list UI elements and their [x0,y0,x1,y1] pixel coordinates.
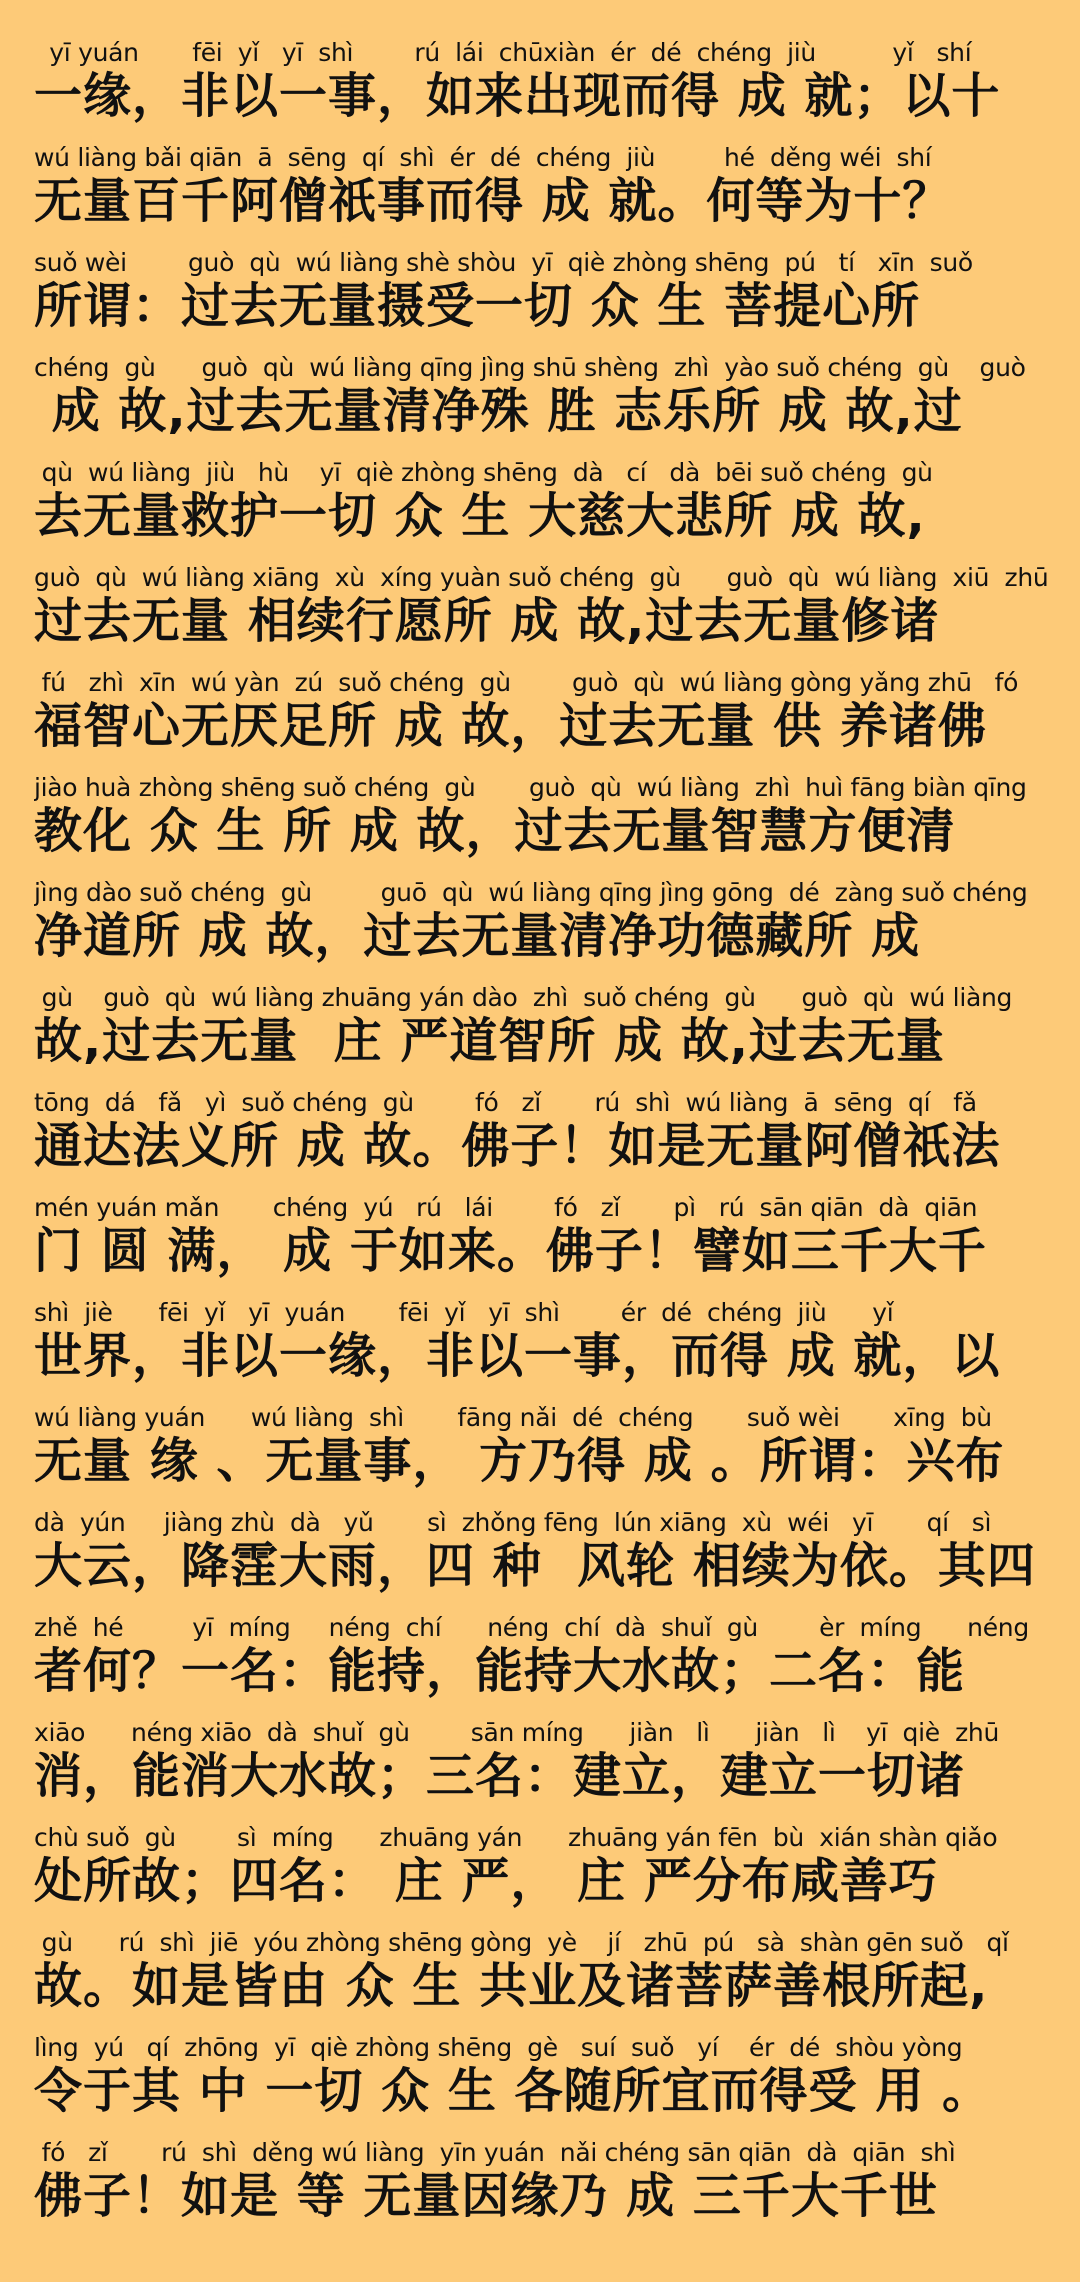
pinyin-line: chù suǒ gù sì míng zhuāng yán zhuāng yán fēn bù xián shàn qiǎo [34,1823,998,1852]
hanzi-line: 通达法义所 成 故。佛子！如是无量阿僧祇法 [34,1118,1001,1174]
text-line [34,563,1050,668]
pinyin-line: jìng dào suǒ chéng gù guō qù wú liàng qīng jìng gōng dé zàng suǒ chéng [34,878,1028,907]
text-line [34,878,1050,983]
pinyin-line: chéng gù guò qù wú liàng qīng jìng shū shèng zhì yào suǒ chéng gù guò [34,353,1026,382]
hanzi-line: 大云，降霔大雨，四 种 风轮 相续为依。其四 [34,1538,1036,1594]
pinyin-line: xiāo néng xiāo dà shuǐ gù sān míng jiàn lì jiàn lì yī qiè zhū [34,1718,1000,1747]
hanzi-line: 故。如是皆由 众 生 共业及诸菩萨善根所起, [34,1958,989,2014]
hanzi-line: 福智心无厌足所 成 故，过去无量 供 养诸佛 [34,698,987,754]
text-line [34,773,1050,878]
text-line [34,1928,1050,2033]
text-line [34,1613,1050,1718]
hanzi-line: 教化 众 生 所 成 故，过去无量智慧方便清 [34,803,956,859]
pinyin-line: fó zǐ rú shì děng wú liàng yīn yuán nǎi chéng sān qiān dà qiān shì [34,2138,956,2167]
hanzi-line: 成 故,过去无量清净殊 胜 志乐所 成 故,过 [34,383,963,439]
pinyin-line: lìng yú qí zhōng yī qiè zhòng shēng gè suí suǒ yí ér dé shòu yòng [34,2033,963,2062]
hanzi-line: 一缘，非以一事，如来出现而得 成 就；以十 [34,68,1001,124]
hanzi-line: 门 圆 满， 成 于如来。佛子！譬如三千大千 [34,1223,987,1279]
text-line [34,2033,1050,2138]
text-line [34,983,1050,1088]
pinyin-line: wú liàng yuán wú liàng shì fāng nǎi dé chéng suǒ wèi xīng bù [34,1403,992,1432]
hanzi-line: 所谓：过去无量摄受一切 众 生 菩提心所 [34,278,921,334]
pinyin-line: wú liàng bǎi qiān ā sēng qí shì ér dé chéng jiù hé děng wéi shí [34,143,932,172]
text-line [34,1298,1050,1403]
hanzi-line: 处所故；四名： 庄 严， 庄 严分布咸善巧 [34,1853,938,1909]
text-line [34,38,1050,143]
pinyin-line: yī yuán fēi yǐ yī shì rú lái chūxiàn ér dé chéng jiù yǐ shí [34,38,972,67]
hanzi-line: 世界，非以一缘，非以一事，而得 成 就，以 [34,1328,1001,1384]
text-line [34,143,1050,248]
pinyin-line: qù wú liàng jiù hù yī qiè zhòng shēng dà cí dà bēi suǒ chéng gù [34,458,933,487]
hanzi-line: 佛子！如是 等 无量因缘乃 成 三千大千世 [34,2168,938,2224]
pinyin-line: dà yún jiàng zhù dà yǔ sì zhǒng fēng lún xiāng xù wéi yī qí sì [34,1508,992,1537]
pinyin-line: shì jiè fēi yǐ yī yuán fēi yǐ yī shì ér dé chéng jiù yǐ [34,1298,894,1327]
pinyin-line: guò qù wú liàng xiāng xù xíng yuàn suǒ chéng gù guò qù wú liàng xiū zhū [34,563,1049,592]
hanzi-line: 无量百千阿僧祇事而得 成 就。何等为十？ [34,173,952,229]
text-line [34,353,1050,458]
text-line [34,458,1050,563]
hanzi-line: 去无量救护一切 众 生 大慈大悲所 成 故, [34,488,926,544]
hanzi-line: 消，能消大水故；三名：建立，建立一切诸 [34,1748,966,1804]
pinyin-line: zhě hé yī míng néng chí néng chí dà shuǐ gù èr míng néng [34,1613,1029,1642]
pinyin-line: tōng dá fǎ yì suǒ chéng gù fó zǐ rú shì wú liàng ā sēng qí fǎ [34,1088,977,1117]
pinyin-line: jiào huà zhòng shēng suǒ chéng gù guò qù wú liàng zhì huì fāng biàn qīng [34,773,1027,802]
pinyin-line: mén yuán mǎn chéng yú rú lái fó zǐ pì rú sān qiān dà qiān [34,1193,978,1222]
pinyin-line: suǒ wèi guò qù wú liàng shè shòu yī qiè zhòng shēng pú tí xīn suǒ [34,248,973,277]
text-line [34,248,1050,353]
text-line [34,1823,1050,1928]
pinyin-line: gù guò qù wú liàng zhuāng yán dào zhì suǒ chéng gù guò qù wú liàng [34,983,1013,1012]
text-line [34,1403,1050,1508]
text-line [34,1718,1050,1823]
hanzi-line: 无量 缘 、无量事， 方乃得 成 。所谓：兴布 [34,1433,1005,1489]
pinyin-line: gù rú shì jiē yóu zhòng shēng gòng yè jí zhū pú sà shàn gēn suǒ qǐ [34,1928,1009,1957]
hanzi-line: 令于其 中 一切 众 生 各随所宜而得受 用 。 [34,2063,991,2119]
hanzi-line: 者何？一名：能持，能持大水故；二名：能 [34,1643,966,1699]
hanzi-line: 过去无量 相续行愿所 成 故,过去无量修诸 [34,593,940,649]
text-line [34,2138,1050,2243]
hanzi-line: 故,过去无量 庄 严道智所 成 故,过去无量 [34,1013,946,1069]
pinyin-line: fú zhì xīn wú yàn zú suǒ chéng gù guò qù wú liàng gòng yǎng zhū fó [34,668,1019,697]
text-line [34,1088,1050,1193]
text-line [34,1193,1050,1298]
hanzi-line: 净道所 成 故，过去无量清净功德藏所 成 [34,908,921,964]
text-line [34,668,1050,773]
text-line [34,1508,1050,1613]
